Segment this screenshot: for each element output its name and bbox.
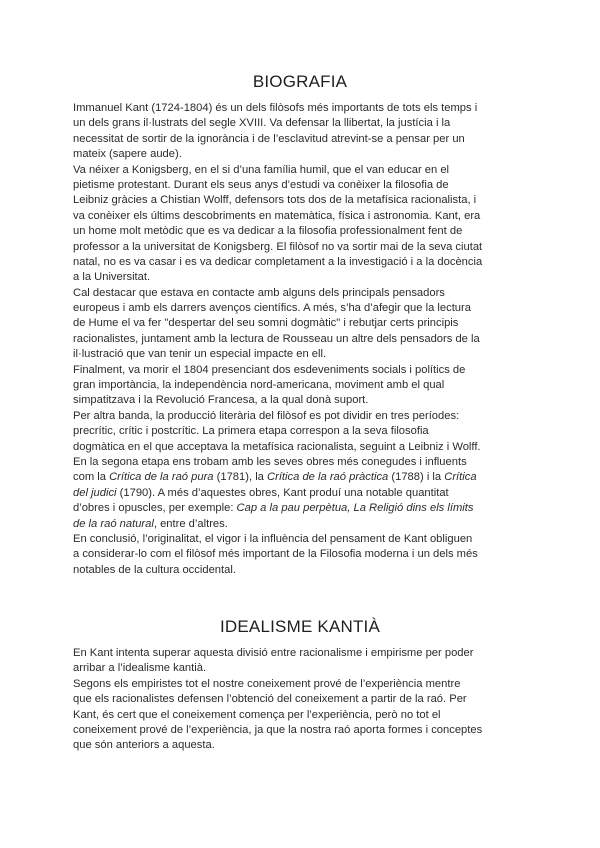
- text-line: a la Universitat.: [73, 271, 151, 284]
- text-line: dogmàtica en el que acceptava la metafísica racionalista, seguint a Leibniz i Wolff.: [73, 440, 481, 453]
- italic-title-run: Crítica: [444, 471, 477, 484]
- text-line: Cal destacar que estava en contacte amb alguns dels principals pensadors: [73, 286, 445, 299]
- text-line: gran importància, la independència nord-americana, moviment amb el qual: [73, 379, 445, 392]
- italic-title-run: Crítica de la raó pura: [109, 471, 214, 484]
- section-body-idealisme: [73, 646, 531, 754]
- text-line: mateix (sapere aude).: [73, 148, 182, 161]
- italic-title-run: del judici: [73, 486, 117, 499]
- text-line: [73, 517, 531, 532]
- text-line: Immanuel Kant (1724-1804) és un dels filòsofs més importants de tots els temps i: [73, 102, 478, 114]
- text-line: coneixement prové de l’experiència, ja que la nostra raó aporta formes i conceptes: [73, 723, 483, 736]
- text-line: un home molt metòdic que es va dedicar a la filosofia professionalment fent de: [73, 225, 463, 238]
- text-line: de Hume el va fer "despertar del seu somni dogmàtic" i rebutjar certs principis: [73, 317, 459, 330]
- text-line: [73, 470, 531, 485]
- text-line: racionalistes, juntament amb la lectura de Rousseau un altre dels pensadors de la: [73, 332, 480, 345]
- text-line: [73, 501, 531, 516]
- text-line: necessitat de sortir de la ignorància i de l’esclavitud atrevint-se a pensar per un: [73, 132, 465, 145]
- text-line: a considerar-lo com el filòsof més important de la Filosofia moderna i un dels més: [73, 548, 478, 561]
- text-line: va conèixer els últims descobriments en matemàtica, física i astronomia. Kant, era: [73, 209, 481, 222]
- text-line: Leibniz gràcies a Chistian Wolff, defensors tots dos de la metafísica racionalista, i: [73, 194, 477, 207]
- text-run: (1788) i la: [388, 471, 445, 484]
- text-run: com la: [73, 471, 110, 484]
- text-line: pietisme protestant. Durant els seus anys d’estudi va conèixer la filosofia de: [73, 178, 449, 191]
- text-line: Finalment, va morir el 1804 presenciant dos esdeveniments socials i polítics de: [73, 363, 466, 376]
- text-line: Per altra banda, la producció literària del filòsof es pot dividir en tres períodes:: [73, 409, 460, 422]
- text-run: (1790). A més d’aquestes obres, Kant produí una notable quantitat: [116, 486, 449, 499]
- text-line: simpatitzava i la Revolució Francesa, a la qual donà suport.: [73, 394, 369, 407]
- section-title-biografia: BIOGRAFIA: [252, 72, 348, 91]
- text-line: Va néixer a Konigsberg, en el si d’una família humil, que el van educar en el: [73, 163, 450, 176]
- text-line: professor a la universitat de Konigsberg. El filòsof no va sortir mai de la seva ciutat: [73, 240, 483, 253]
- text-run: (1781), la: [213, 471, 268, 484]
- italic-title-run: de la raó natural: [73, 517, 154, 530]
- section-title-idealisme: IDEALISME KANTIÀ: [219, 617, 381, 636]
- text-run: , entre d’altres.: [153, 517, 228, 530]
- section-body-biografia: [73, 101, 531, 578]
- text-line: natal, no es va casar i es va dedicar completament a la investigació i a la docència: [73, 255, 483, 268]
- text-line: que són anteriors a aquesta.: [73, 739, 215, 752]
- italic-title-run: Cap a la pau perpètua, La Religió dins els límits: [236, 502, 474, 515]
- text-run: d’obres i opuscles, per exemple:: [73, 502, 237, 515]
- text-line: que els racionalistes defensen l’obtenció del coneixement a partir de la raó. Per: [73, 693, 467, 706]
- text-line: En Kant intenta superar aquesta divisió entre racionalisme i empirisme per poder: [73, 647, 474, 659]
- text-line: notables de la cultura occidental.: [73, 563, 236, 576]
- italic-title-run: Crítica de la raó pràctica: [267, 471, 389, 484]
- text-line: En la segona etapa ens trobam amb les seves obres més conegudes i influents: [73, 455, 467, 468]
- text-line: europeus i amb els darrers avenços científics. A més, s’ha d’afegir que la lectura: [73, 302, 471, 315]
- text-line: En conclusió, l’originalitat, el vigor i la influència del pensament de Kant obliguen: [73, 532, 473, 545]
- text-line: Kant, és cert que el coneixement comença per l’experiència, però no tot el: [73, 708, 441, 721]
- text-line: un dels grans il·lustrats del segle XVIII. Va defensar la llibertat, la justícia i la: [73, 117, 451, 130]
- text-line: [73, 486, 531, 501]
- text-line: arribar a l’idealisme kantià.: [73, 662, 207, 675]
- text-line: il·lustració que van tenir un especial impacte en ell.: [73, 348, 327, 361]
- text-line: Segons els empiristes tot el nostre coneixement prové de l’experiència mentre: [73, 677, 461, 690]
- text-line: precrític, crític i postcrític. La primera etapa correspon a la seva filosofia: [73, 425, 429, 438]
